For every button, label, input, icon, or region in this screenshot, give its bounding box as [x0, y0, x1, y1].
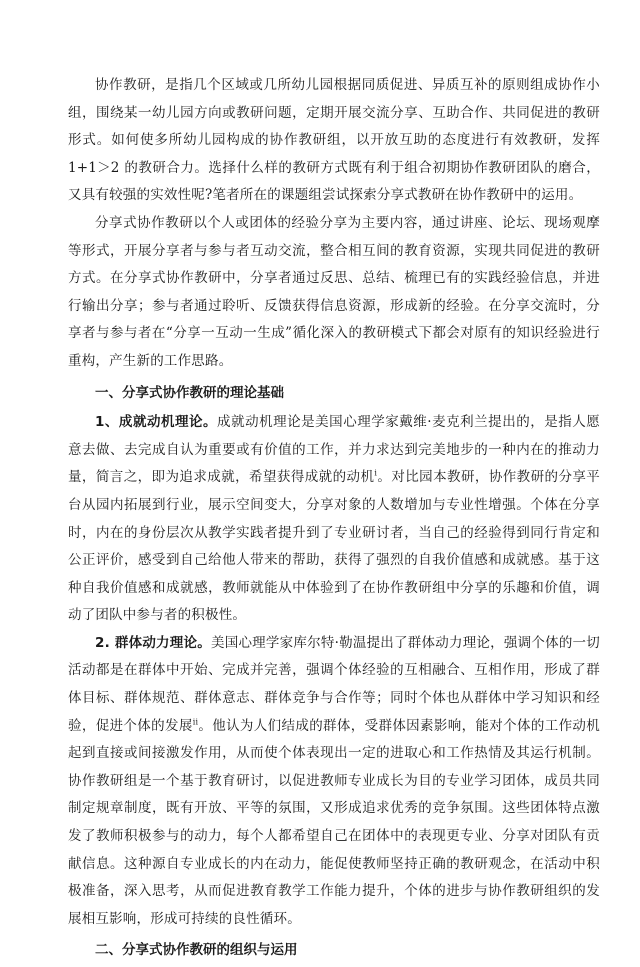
footnote-ref-ii: ii	[192, 717, 199, 727]
group-dynamics-text-a: 美国心理学家库尔特·勒温提出了群体动力理论，强调个体的一切活动都是在群体中开始、完成并完善，强调个体经验的互相融合、互相作用，形成了群体目标、群体规范、群体意志、群体竞争与合作等；同时个体也从群体中学习知识和经验，促进个体的发展	[68, 634, 600, 734]
achievement-motivation-lead: 1、成就动机理论。	[95, 414, 218, 431]
section-heading-theory: 一、分享式协作教研的理论基础	[95, 384, 284, 401]
intro-paragraph: 协作教研，是指几个区域或几所幼儿园根据同质促进、异质互补的原则组成协作小组，围绕某一幼儿园方向或教研问题，定期开展交流分享、互助合作、共同促进的教研形式。如何使多所幼儿园构成的协作教研组，以开放互助的态度进行有效教研，发挥 1+1＞2 的教研合力。选择什么样的教研方式既有利于组合初期协作教研团队的磨合，又具有较强的实效性呢?笔者所在的课题组尝试探索分享式教研在协作教研中的运用。	[68, 77, 600, 204]
definition-paragraph: 分享式协作教研以个人或团体的经验分享为主要内容，通过讲座、论坛、现场观摩等形式，开展分享者与参与者互动交流，整合相互间的教育资源，实现共同促进的教研方式。在分享式协作教研中，分享者通过反思、总结、梳理已有的实践经验信息，并进行输出分享；参与者通过聆听、反馈获得信息资源，形成新的经验。在分享交流时，分享者与参与者在“分享一互动一生成”循化深入的教研模式下都会对原有的知识经验进行重构，产生新的工作思路。	[68, 214, 600, 369]
group-dynamics-text-b: 。他认为人们结成的群体，受群体因素影响，能对个体的工作动机起到直接或间接激发作用，从而使个体表现出一定的进取心和工作热情及其运行机制。协作教研组是一个基于教育研讨，以促进教师专业成长为目的专业学习团体，成员共同制定规章制度，既有开放、平等的氛围，又形成追求优秀的竞争氛围。这些团体特点激发了教师积极参与的动力，每个人都希望自己在团体中的表现更专业、分享对团队有贡献信息。这种源自专业成长的内在动力，能促使教师坚持正确的教研观念，在活动中积极准备，深入思考，从而促进教育教学工作能力提升，个体的进步与协作教研组织的发展相互影响，形成可持续的良性循环。	[68, 717, 600, 927]
section-heading-organization: 二、分享式协作教研的组织与运用	[95, 942, 298, 959]
group-dynamics-lead: 2. 群体动力理论。	[95, 634, 211, 651]
document-page	[68, 72, 600, 967]
achievement-motivation-paragraph	[68, 409, 600, 630]
group-dynamics-paragraph	[68, 630, 600, 934]
achievement-motivation-text-a: 成就动机理论是美国心理学家戴维·麦克利兰提出的，是指人愿意去做、去完成自认为重要或有价值的工作，并力求达到完美地步的一种内在的推动力量，简言之，即为追求成就，希望获得成就的动机	[68, 414, 600, 486]
footnote-ref-i: i	[374, 468, 378, 478]
achievement-motivation-text-b: 。对比园本教研，协作教研的分享平台从园内拓展到行业，展示空间变大，分享对象的人数增加与专业性增强。个体在分享时，内在的身份层次从教学实践者提升到了专业研讨者，当自己的经验得到同行肯定和公正评价，感受到自己给他人带来的帮助，获得了强烈的自我价值感和成就感。基于这种自我价值感和成就感，教师就能从中体验到了在协作教研组中分享的乐趣和价值，调动了团队中参与者的积极性。	[68, 469, 601, 624]
